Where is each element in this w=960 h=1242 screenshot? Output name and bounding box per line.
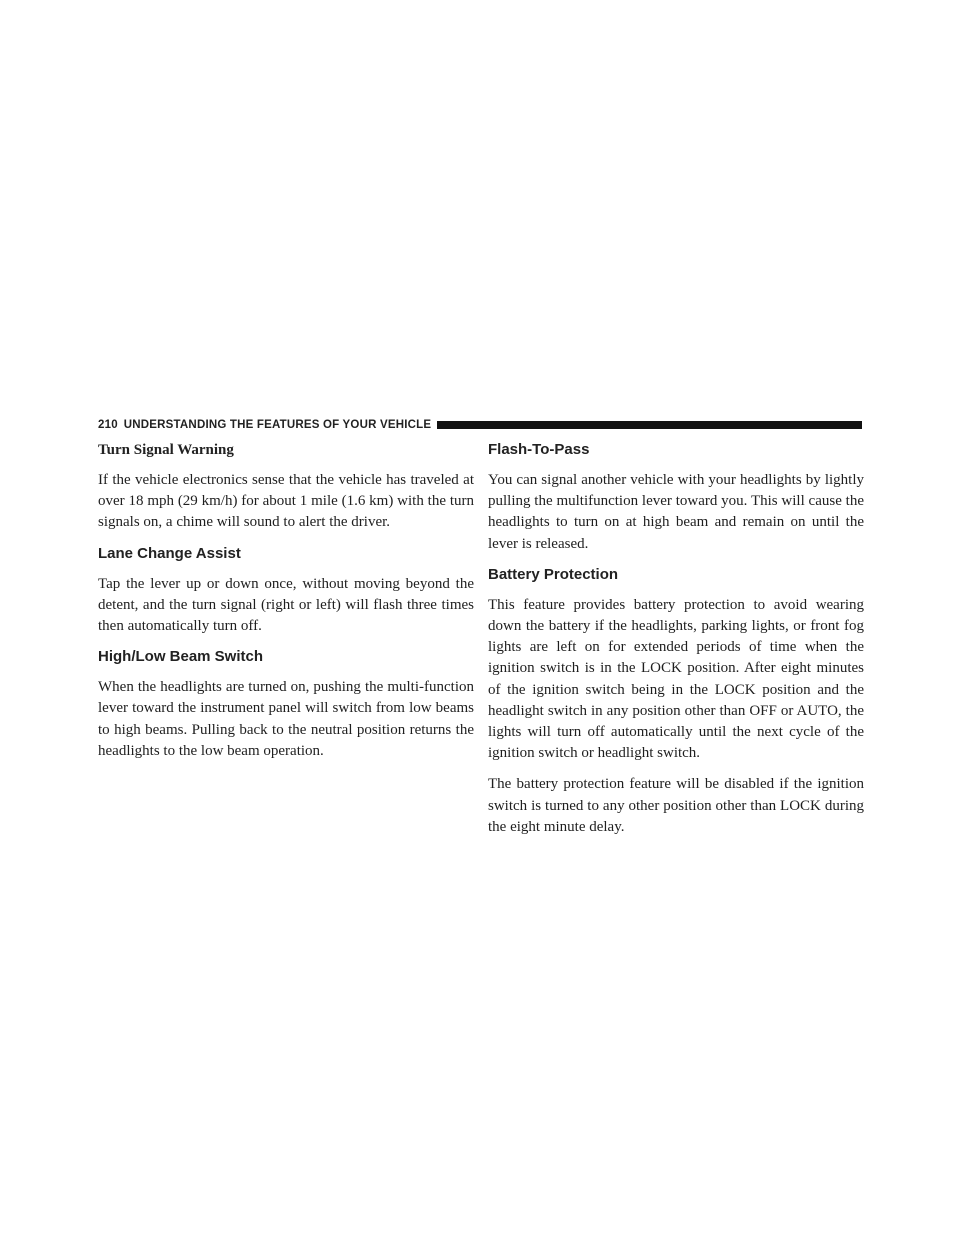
turn-signal-warning-body: If the vehicle electronics sense that the vehicle has traveled at over 18 mph (29 km/h) for about 1 mile (1.6 km) with the turn signals on, a chime will sound to alert the driver.	[98, 472, 474, 531]
flash-to-pass-section	[488, 440, 864, 555]
lane-change-assist-section	[98, 544, 474, 638]
battery-protection-body-1: This feature provides battery protection to avoid wearing down the battery if the headlights, parking lights, or front fog lights are left on for extended periods of time when the ignition switch is in the LOCK position. After eight minutes of the ignition switch being in the LOCK position and the headlight switch in any position other than OFF or AUTO, the lights will turn off automatically until the next cycle of the ignition switch or headlight switch.	[488, 596, 864, 762]
right-column	[488, 440, 864, 848]
header-rule	[437, 421, 862, 429]
high-low-beam-body: When the headlights are turned on, pushing the multi-function lever toward the instrument panel will switch from low beams to high beams. Pulling back to the neutral position returns the headlights to the low beam operation.	[98, 679, 474, 759]
lane-change-assist-heading: Lane Change Assist	[98, 544, 241, 562]
turn-signal-warning-section	[98, 440, 474, 534]
flash-to-pass-heading: Flash-To-Pass	[488, 441, 590, 458]
battery-protection-body-2: The battery protection feature will be disabled if the ignition switch is turned to any other position other than LOCK during the eight minute delay.	[488, 776, 864, 835]
lane-change-assist-body: Tap the lever up or down once, without moving beyond the detent, and the turn signal (right or left) will flash three times then automatically turn off.	[98, 575, 474, 635]
battery-protection-section	[488, 565, 864, 838]
turn-signal-warning-heading: Turn Signal Warning	[98, 442, 234, 458]
high-low-beam-section	[98, 647, 474, 762]
battery-protection-heading: Battery Protection	[488, 565, 619, 583]
page-number: 210	[98, 419, 118, 431]
flash-to-pass-body: You can signal another vehicle with your headlights by lightly pulling the multifunction lever toward you. This will cause the headlights to turn on at high beam and remain on until the lever is released.	[488, 472, 864, 552]
left-column	[98, 440, 474, 772]
high-low-beam-heading: High/Low Beam Switch	[98, 648, 264, 666]
section-title: UNDERSTANDING THE FEATURES OF YOUR VEHICLE	[123, 419, 432, 431]
page-header	[98, 418, 862, 432]
